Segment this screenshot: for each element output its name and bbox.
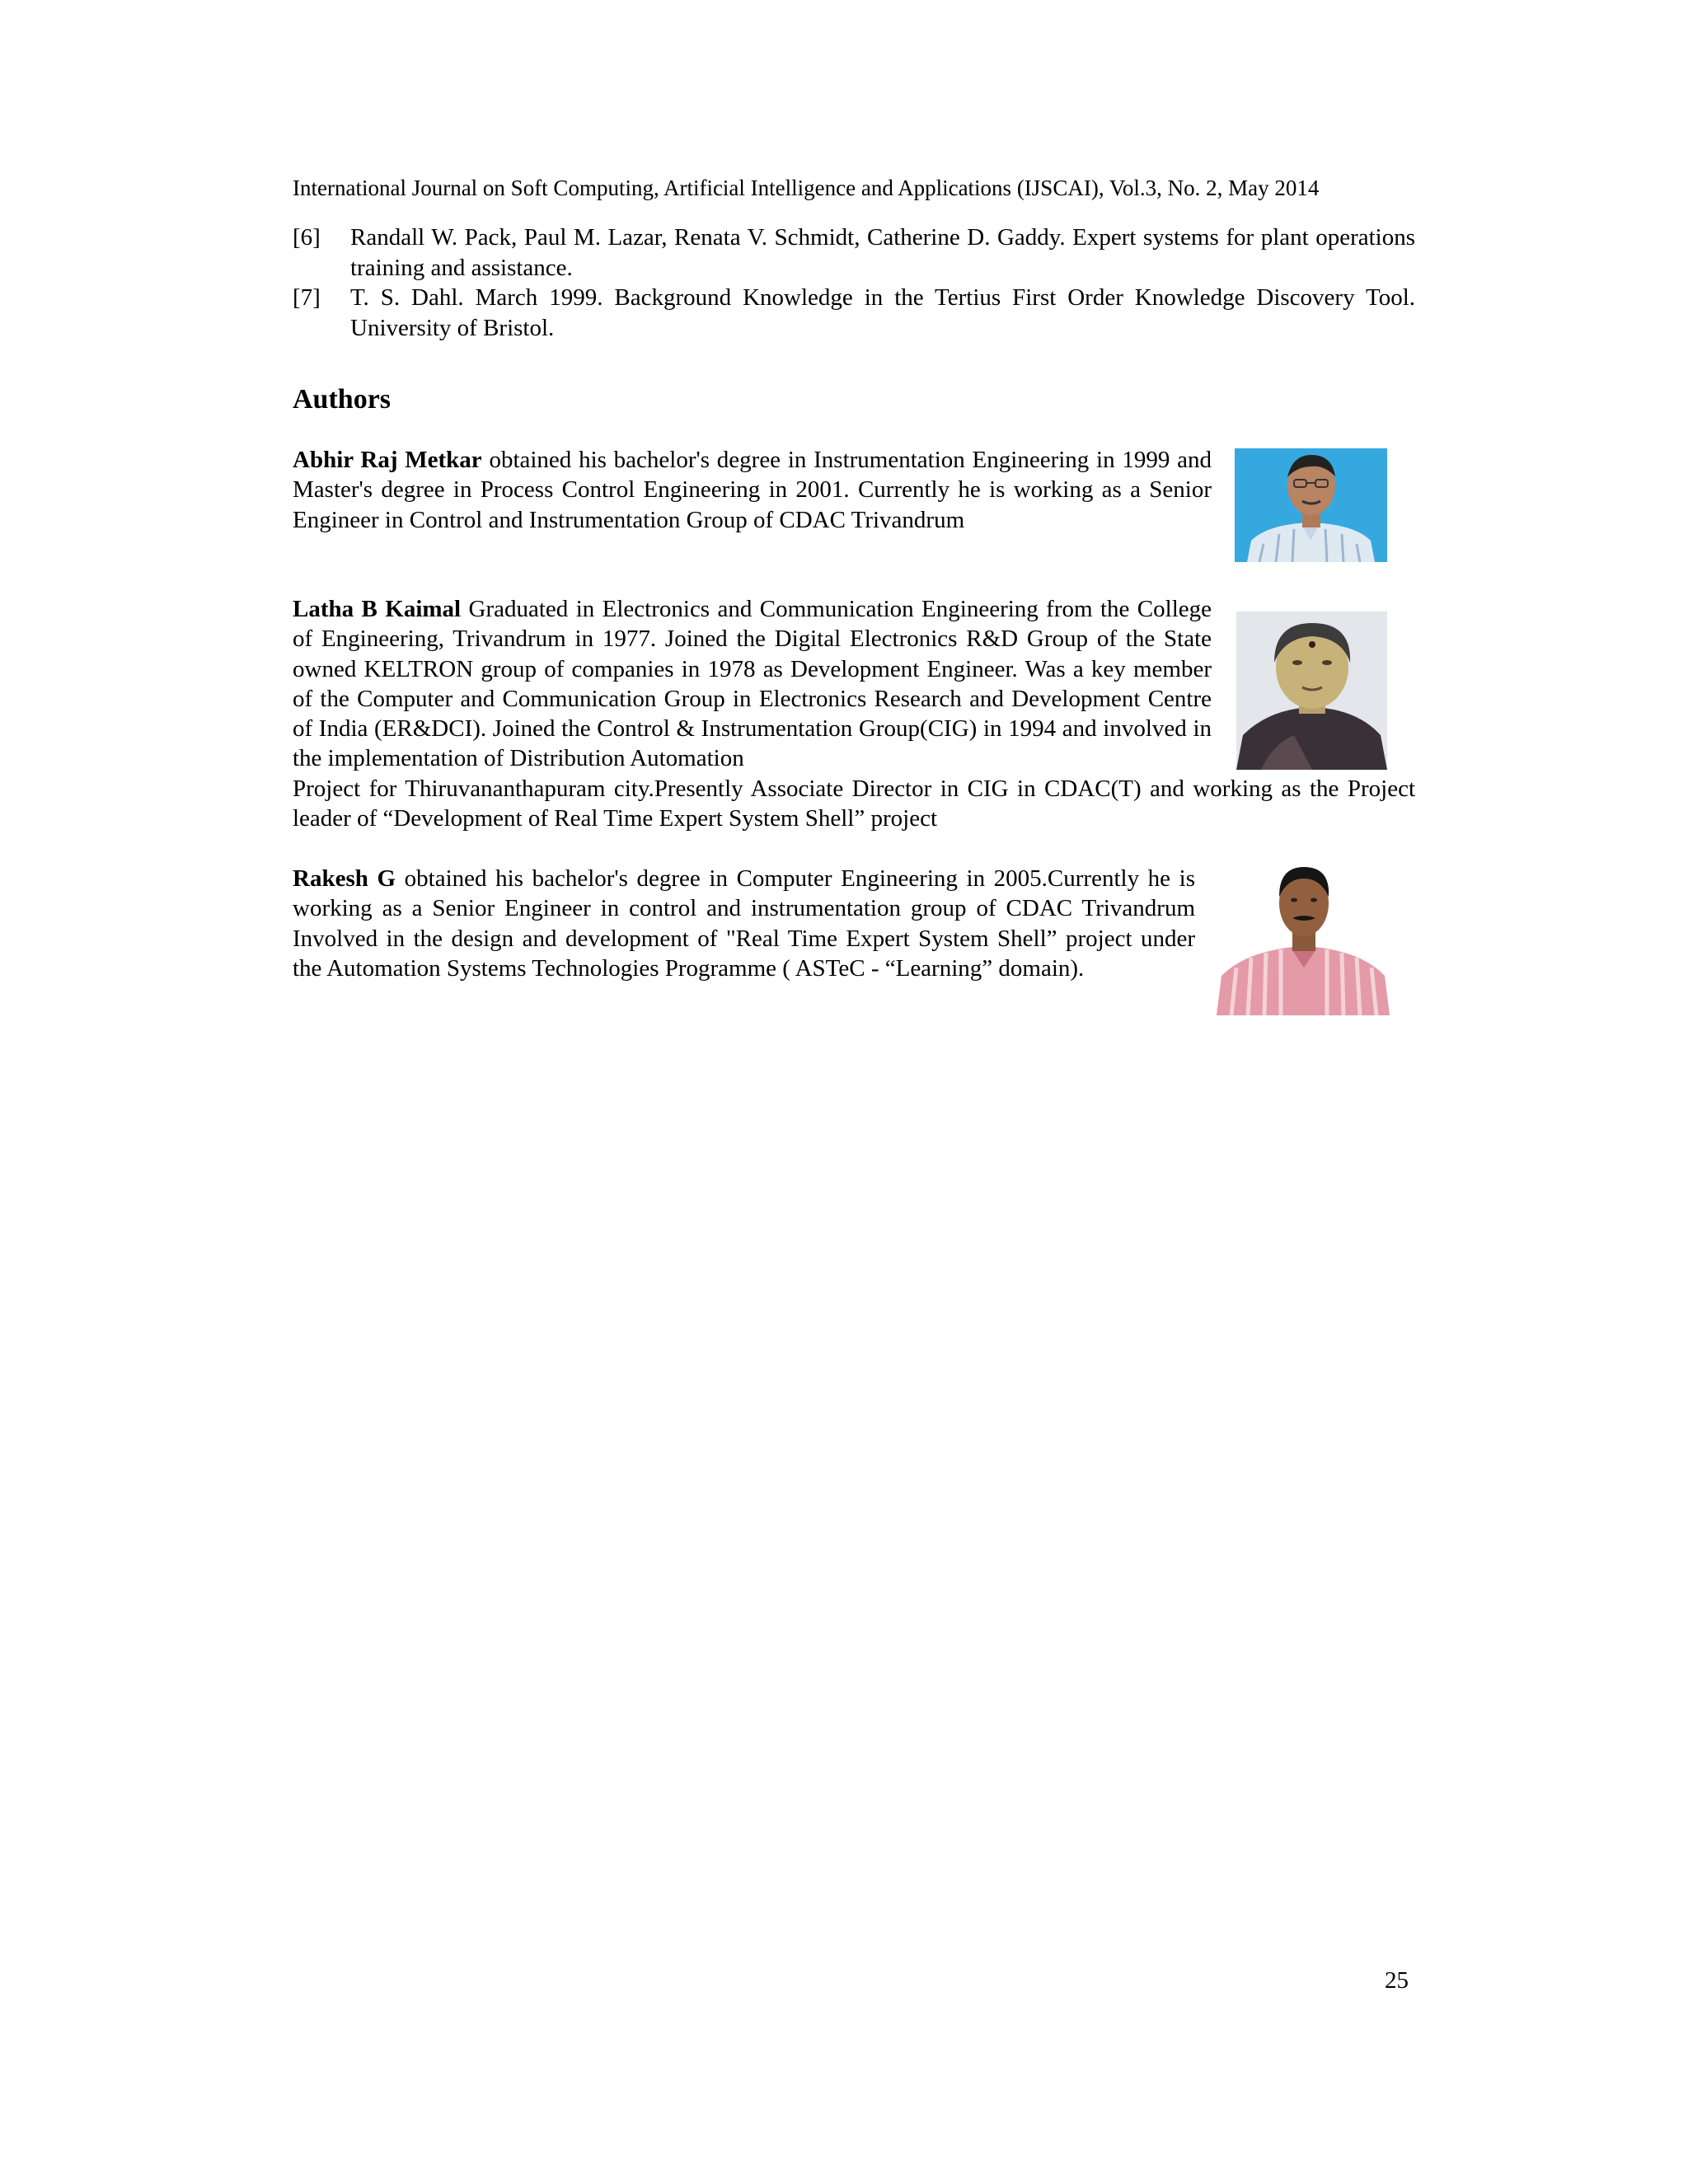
reference-item xyxy=(293,283,1415,343)
running-header: International Journal on Soft Computing, Artificial Intelligence and Applications (IJSCAI), Vol.3, No. 2, May 2014 xyxy=(293,176,1320,200)
reference-item xyxy=(293,223,1415,283)
author-name: Abhir Raj Metkar xyxy=(293,447,482,473)
authors-heading: Authors xyxy=(293,384,392,415)
author-photo-metkar xyxy=(1235,448,1387,562)
author-bio-rakesh xyxy=(293,864,1195,983)
author-photo-image xyxy=(1235,448,1387,562)
reference-number: [7] xyxy=(293,284,321,311)
author-bio-text: Graduated in Electronics and Communication Engineering from the College of Engineering, Trivandrum in 1977. Joined the Digital Electronics R&D Group of the State owned KELTRON group of companies in 1978 as Development Engineer. Was a key member of the Computer and Communication Group in Electronics Research and Development Centre of India (ER&DCI). Joined the Control & Instrumentation Group(CIG) in 1994 and involved in the implementation of Distribution Automation xyxy=(293,596,1212,772)
author-photo-image xyxy=(1236,612,1387,770)
reference-number: [6] xyxy=(293,224,321,251)
author-bio-metkar xyxy=(293,445,1212,535)
author-bio-text: obtained his bachelor's degree in Instrumentation Engineering in 1999 and Master's degree in Process Control Engineering in 2001. Currently he is working as a Senior Engineer in Control and Instrumentation Group of CDAC Trivandrum xyxy=(293,447,1212,533)
author-photo-image xyxy=(1215,860,1392,1015)
author-photo-rakesh xyxy=(1215,860,1392,1015)
author-photo-kaimal xyxy=(1236,612,1387,770)
reference-list xyxy=(293,223,1415,343)
author-name: Rakesh G xyxy=(293,865,396,892)
reference-text: Randall W. Pack, Paul M. Lazar, Renata V. Schmidt, Catherine D. Gaddy. Expert systems for plant operations training and assistance. xyxy=(350,224,1415,281)
author-name: Latha B Kaimal xyxy=(293,596,462,622)
author-bio-text: Project for Thiruvananthapuram city.Presently Associate Director in CIG in CDAC(T) and working as the Project leader of “Development of Real Time Expert System Shell” project xyxy=(293,776,1415,832)
author-bio-text: obtained his bachelor's degree in Computer Engineering in 2005.Currently he is working as a Senior Engineer in control and instrumentation group of CDAC Trivandrum Involved in the design and development of "Real Time Expert System Shell” project under the Automation Systems Technologies Programme ( ASTeC - “Learning” domain). xyxy=(293,865,1196,982)
author-bio-kaimal-continued xyxy=(293,774,1415,834)
author-bio-kaimal xyxy=(293,594,1212,774)
page-number: 25 xyxy=(1385,1967,1409,1994)
reference-text: T. S. Dahl. March 1999. Background Knowledge in the Tertius First Order Knowledge Discovery Tool. University of Bristol. xyxy=(350,284,1415,341)
